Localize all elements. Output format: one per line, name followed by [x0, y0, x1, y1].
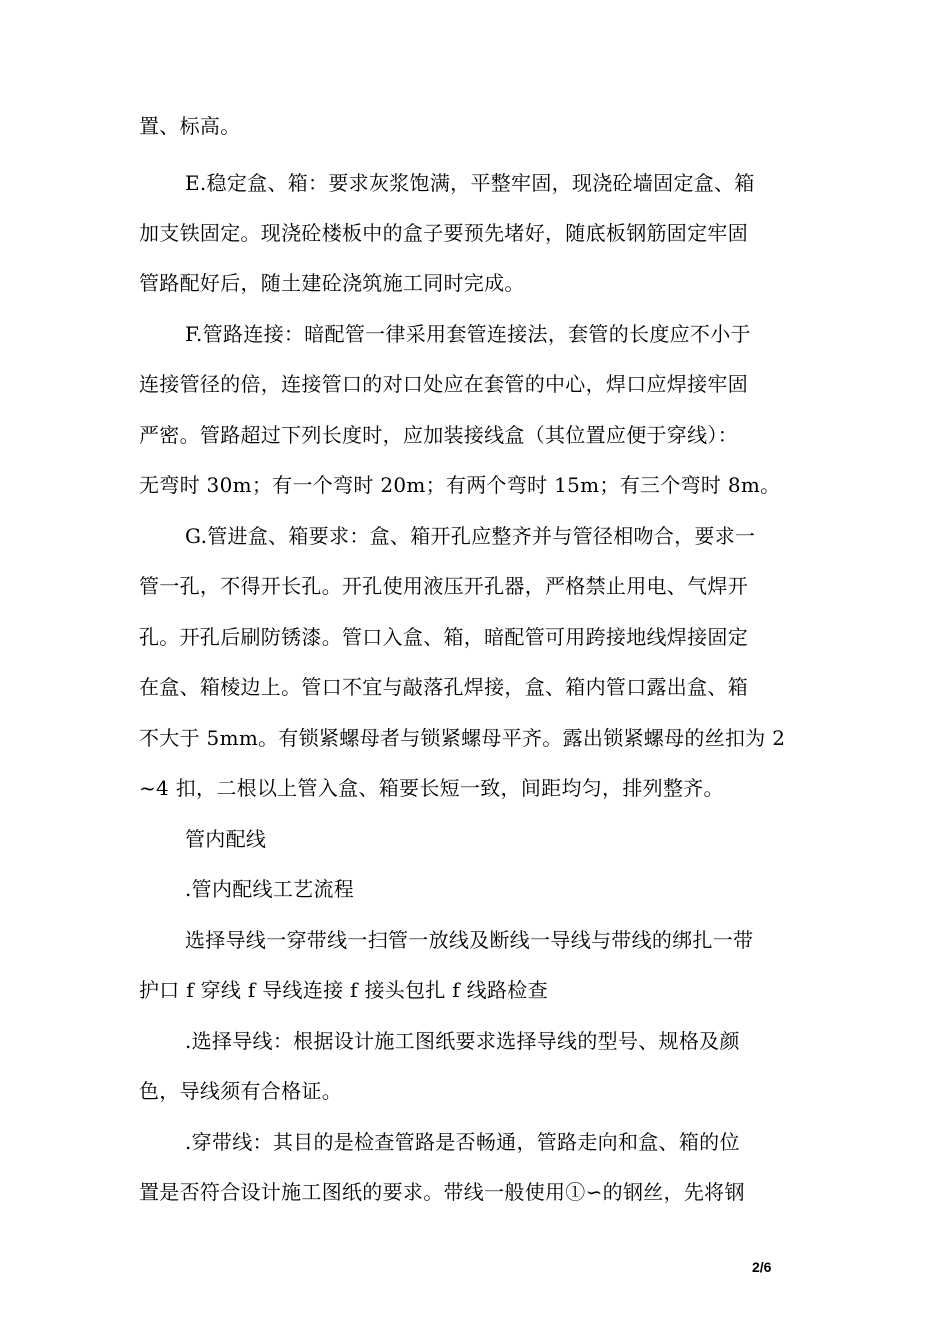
- text-line: 加支铁固定。现浇砼楼板中的盒子要预先堵好，随底板钢筋固定牢固: [139, 221, 748, 245]
- text-line: 管路配好后，随土建砼浇筑施工同时完成。: [139, 271, 525, 295]
- page-number: 2/6: [752, 1259, 772, 1275]
- text-line: 连接管径的倍，连接管口的对口处应在套管的中心，焊口应焊接牢固: [139, 372, 748, 396]
- paragraph-first-line: G.管进盒、箱要求：盒、箱开孔应整齐并与管径相吻合，要求一: [185, 524, 756, 548]
- text-line: 置是否符合设计施工图纸的要求。带线一般使用①∽的钢丝，先将钢: [139, 1180, 745, 1204]
- text-line: 护口 f 穿线 f 导线连接 f 接头包扎 f 线路检查: [139, 978, 548, 1002]
- text-line: 不大于 5mm。有锁紧螺母者与锁紧螺母平齐。露出锁紧螺母的丝扣为 2: [139, 726, 786, 750]
- text-line: 孔。开孔后刷防锈漆。管口入盒、箱，暗配管可用跨接地线焊接固定: [139, 625, 748, 649]
- text-line: 无弯时 30m；有一个弯时 20m；有两个弯时 15m；有三个弯时 8m。: [139, 473, 781, 497]
- paragraph-first-line: .选择导线：根据设计施工图纸要求选择导线的型号、规格及颜: [185, 1029, 740, 1053]
- text-line: 置、标高。: [139, 114, 241, 138]
- text-line: ~4 扣，二根以上管入盒、箱要长短一致，间距均匀，排列整齐。: [139, 776, 724, 800]
- paragraph-first-line: F.管路连接：暗配管一律采用套管连接法，套管的长度应不小于: [185, 322, 751, 346]
- text-line: 管一孔，不得开长孔。开孔使用液压开孔器，严格禁止用电、气焊开: [139, 574, 748, 598]
- paragraph-first-line: .穿带线：其目的是检查管路是否畅通，管路走向和盒、箱的位: [185, 1130, 740, 1154]
- subsection-heading: .管内配线工艺流程: [185, 877, 355, 901]
- paragraph-first-line: E.稳定盒、箱：要求灰浆饱满，平整牢固，现浇砼墙固定盒、箱: [185, 171, 755, 195]
- text-line: 严密。管路超过下列长度时，应加装接线盒（其位置应便于穿线）：: [139, 423, 738, 447]
- paragraph-first-line: 选择导线一穿带线一扫管一放线及断线一导线与带线的绑扎一带: [185, 928, 754, 952]
- text-line: 色，导线须有合格证。: [139, 1079, 342, 1103]
- text-line: 在盒、箱棱边上。管口不宜与敲落孔焊接，盒、箱内管口露出盒、箱: [139, 675, 748, 699]
- section-heading: 管内配线: [185, 827, 267, 851]
